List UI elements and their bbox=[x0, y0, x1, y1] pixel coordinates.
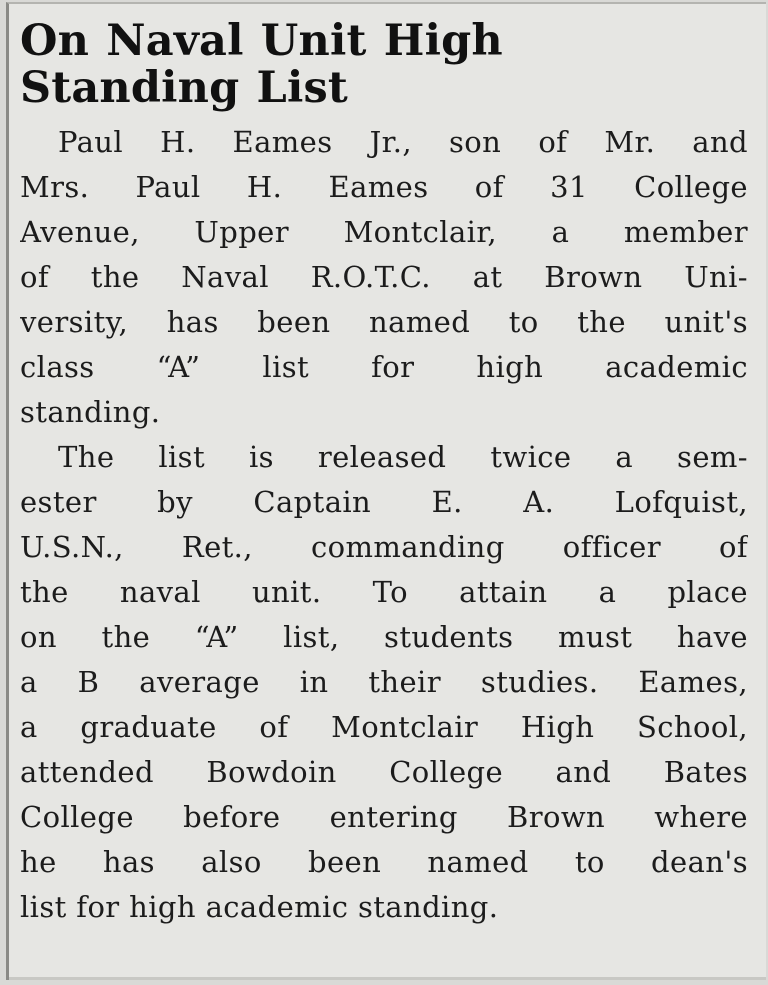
text-line: versity, has been named to the unit's bbox=[20, 305, 748, 339]
text-line: Mrs. Paul H. Eames of 31 College bbox=[20, 170, 748, 204]
headline-line-1: On Naval Unit High bbox=[20, 16, 503, 66]
text-line: The list is released twice a sem- bbox=[58, 440, 748, 474]
article-body bbox=[20, 120, 748, 930]
text-line: class “A” list for high academic bbox=[20, 350, 748, 384]
headline-line-2: Standing List bbox=[20, 63, 348, 113]
text-line: Paul H. Eames Jr., son of Mr. and bbox=[58, 125, 748, 159]
headline bbox=[20, 18, 748, 112]
paragraph-1 bbox=[20, 120, 748, 435]
text-line: Avenue, Upper Montclair, a member bbox=[20, 215, 748, 249]
text-line: list for high academic standing. bbox=[20, 890, 499, 924]
newspaper-clipping bbox=[6, 2, 766, 980]
text-line: a graduate of Montclair High School, bbox=[20, 710, 748, 744]
text-line: of the Naval R.O.T.C. at Brown Uni- bbox=[20, 260, 748, 294]
text-line: the naval unit. To attain a place bbox=[20, 575, 748, 609]
text-line: U.S.N., Ret., commanding officer of bbox=[20, 530, 748, 564]
paragraph-2 bbox=[20, 435, 748, 930]
text-line: a B average in their studies. Eames, bbox=[20, 665, 748, 699]
text-line: standing. bbox=[20, 395, 161, 429]
bottom-edge bbox=[9, 977, 766, 980]
text-line: he has also been named to dean's bbox=[20, 845, 748, 879]
text-line: ester by Captain E. A. Lofquist, bbox=[20, 485, 748, 519]
text-line: attended Bowdoin College and Bates bbox=[20, 755, 748, 789]
text-line: on the “A” list, students must have bbox=[20, 620, 748, 654]
text-line: College before entering Brown where bbox=[20, 800, 748, 834]
